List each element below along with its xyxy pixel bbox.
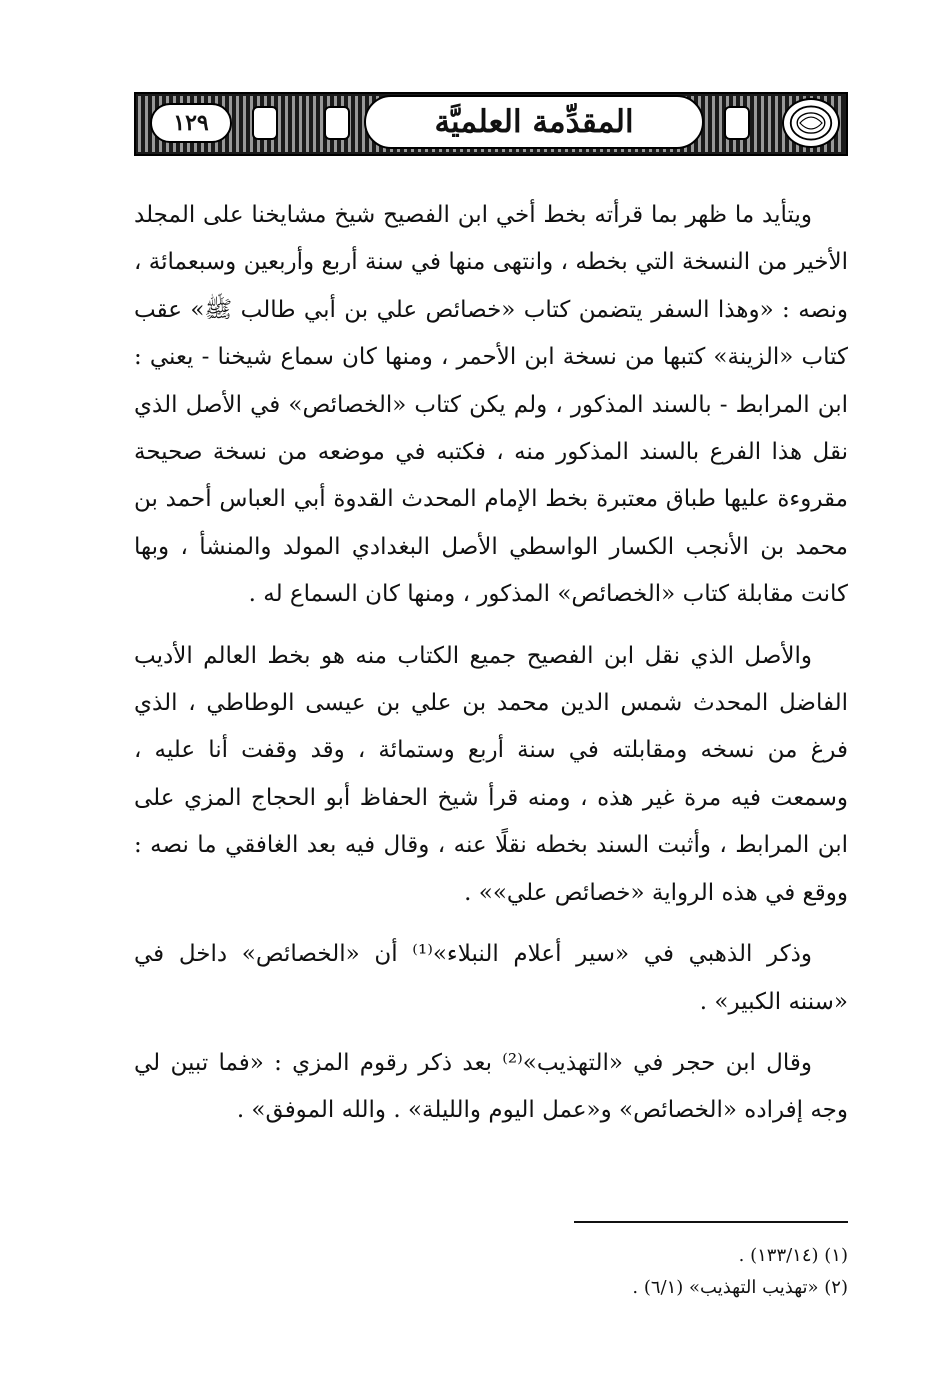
ornament-knot-left xyxy=(252,106,278,140)
page-number: ١٢٩ xyxy=(173,110,209,136)
footnote-separator xyxy=(574,1221,848,1223)
main-text xyxy=(134,192,848,1149)
footnotes xyxy=(134,1240,848,1304)
ornament-knot-left-inner xyxy=(324,106,350,140)
title-cartouche xyxy=(364,95,704,149)
ornamental-seal-icon xyxy=(782,98,840,148)
page-number-cartouche xyxy=(150,103,232,143)
footnote: (١) (١٣٣/١٤) . xyxy=(738,1245,848,1266)
running-header xyxy=(134,92,848,156)
ornament-knot-right xyxy=(724,106,750,140)
paragraph: والأصل الذي نقل ابن الفصيح جميع الكتاب منه هو بخط العالم الأديب الفاضل المحدث شمس الدين محمد بن علي بن عيسى الوطاطي ، الذي فرغ من نسخه ومقابلته في سنة أربع وستمائة ، وقد وقفت أنا عليه ، وسمعت فيه مرة غير هذه ، ومنه قرأ شيخ الحفاظ أبو الحجاج المزي على ابن المرابط ، وأثبت السند بخطه نقلًا عنه ، وقال فيه بعد الغافقي ما نصه : ووقع في هذه الرواية «خصائص علي»» . xyxy=(134,642,848,906)
paragraph: وذكر الذهبي في «سير أعلام النبلاء»⁽¹⁾ أن «الخصائص» داخل في «سننه الكبير» . xyxy=(134,941,848,1015)
page-title: المقدِّمة العلميَّة xyxy=(434,103,634,140)
paragraph: ويتأيد ما ظهر بما قرأته بخط أخي ابن الفصيح شيخ مشايخنا على المجلد الأخير من النسخة التي بخطه ، وانتهى منها في سنة أربع وأربعين وسبعمائة ، ونصه : «وهذا السفر يتضمن كتاب «خصائص علي بن أبي طالب ﷺ» عقب كتاب «الزينة» كتبها من نسخة ابن الأحمر ، ومنها كان سماع شيخنا - يعني : ابن المرابط - بالسند المذكور ، ولم يكن كتاب «الخصائص» في الأصل الذي نقل هذا الفرع بالسند المذكور منه ، فكتبه في موضعه من نسخة صحيحة مقروءة عليها طباق معتبرة بخط الإمام المحدث القدوة أبي العباس أحمد بن محمد بن الأنجب الكسار الواسطي الأصل البغدادي المولد والمنشأ ، وبها كانت مقابلة كتاب «الخصائص» المذكور ، ومنها كان السماع له . xyxy=(134,202,848,608)
footnote: (٢) «تهذيب التهذيب» (٦/١) . xyxy=(632,1277,848,1298)
paragraph: وقال ابن حجر في «التهذيب»⁽²⁾ بعد ذكر رقوم المزي : «فما تبين لي وجه إفراده «الخصائص» و«عمل اليوم والليلة» . والله الموفق» . xyxy=(134,1049,848,1124)
